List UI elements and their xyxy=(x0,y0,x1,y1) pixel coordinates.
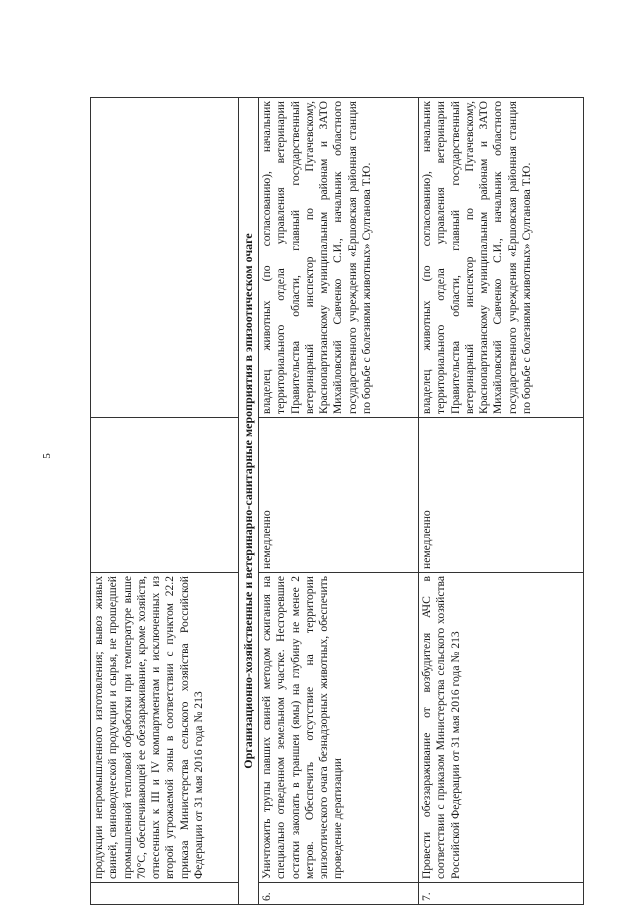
rotated-table-container xyxy=(90,98,583,905)
action-cell: Уничтожить трупы павших свиней методом сжигания на специально отведенном земельном участке. Несгоревшие остатки закопать в траншеи (ямы) на глубину не менее 2 метров. Обеспечить отсутствие на территории эпизоотического очага безнадзорных животных, обеспечить проведение дератизации xyxy=(259,573,419,883)
section-header-row xyxy=(239,98,259,905)
table-row xyxy=(419,98,584,905)
deadline-cell xyxy=(91,418,239,573)
row-number: 7. xyxy=(419,883,584,905)
table-row xyxy=(259,98,419,905)
responsible-cell xyxy=(91,98,239,418)
page-number: 5 xyxy=(40,453,53,459)
deadline-cell: немедленно xyxy=(259,418,419,573)
responsible-cell: владелец животных (по согласованию), начальник территориального отдела управления ветеринарии Правительства области, главный государственный ветеринарный инспектор по Пугачевскому, Краснопартизанскому муниципальным районам и ЗАТО Михайловский Савченко С.И., начальник областного государственного учреждения «Ершовская районная станция по борьбе с болезнями животных» Султанова Т.Ю. xyxy=(419,98,584,418)
row-number: 6. xyxy=(259,883,419,905)
measures-table xyxy=(90,97,584,905)
section-title: Организационно-хозяйственные и ветеринарно-санитарные мероприятия в эпизоотическом очаге xyxy=(239,98,259,905)
row-number xyxy=(91,883,239,905)
responsible-cell: владелец животных (по согласованию), начальник территориального отдела управления ветеринарии Правительства области, главный государственный ветеринарный инспектор по Пугачевскому, Краснопартизанскому муниципальным районам и ЗАТО Михайловский Савченко С.И., начальник областного государственного учреждения «Ершовская районная станция по борьбе с болезнями животных» Султанова Т.Ю. xyxy=(259,98,419,418)
table-row xyxy=(91,98,239,905)
action-cell: Провести обеззараживание от возбудителя АЧС в соответствии с приказом Министерства сельского хозяйства Российской Федерации от 31 мая 2016 года № 213 xyxy=(419,573,584,883)
action-cell: продукции непромышленного изготовления; вывоз живых свиней, свиноводческой продукции и сырья, не прошедшей промышленной тепловой обработки при температуре выше 70°С, обеспечивающей ее обеззараживание, кроме хозяйств, отнесенных к III и IV компартментам и исключенных из второй угрожаемой зоны в соответствии с пунктом 22.2 приказа Министерства сельского хозяйства Российской Федерации от 31 мая 2016 года № 213 xyxy=(91,573,239,883)
deadline-cell: немедленно xyxy=(419,418,584,573)
